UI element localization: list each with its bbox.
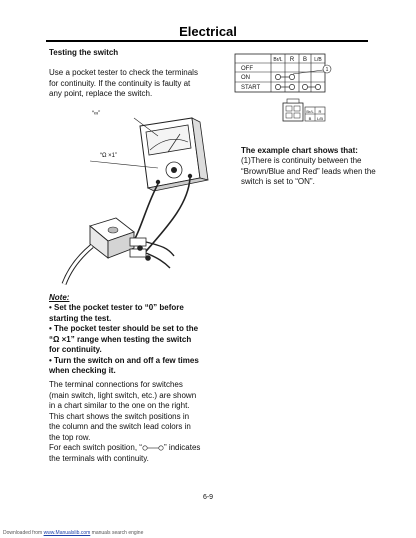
- pocket-tester-icon: [140, 118, 208, 191]
- continuity-symbol-icon: [142, 445, 164, 451]
- testing-line: Use a pocket tester to check the terminals: [49, 68, 198, 77]
- body-line: (main switch, light switch, etc.) are shown: [49, 390, 197, 400]
- chart-column-header: R: [289, 57, 295, 63]
- example-paragraph: [241, 156, 401, 188]
- testing-line: for continuity. If the continuity is faulty at: [49, 78, 191, 88]
- testing-line: any point, replace the switch.: [49, 89, 153, 98]
- pocket-tester-illustration: [50, 108, 240, 293]
- connector-label: B: [308, 116, 312, 121]
- example-line: switch is set to “ON”.: [241, 177, 315, 186]
- connector-label: Br/L: [306, 109, 314, 114]
- note-line: “Ω ×1” range when testing the switch: [49, 334, 192, 344]
- example-line: (1)There is continuity between the: [241, 156, 362, 165]
- body-paragraph: [49, 380, 239, 464]
- body-line-end: ” indicates: [163, 443, 201, 452]
- switch-icon: [90, 218, 146, 258]
- note-list: [49, 303, 229, 377]
- note-line: • Set the pocket tester to “0” before: [49, 303, 184, 312]
- footer-link[interactable]: www.Manualslib.com: [43, 530, 91, 536]
- body-line: [49, 443, 239, 454]
- note-line: when checking it.: [49, 366, 116, 375]
- body-line-start: For each switch position, “: [49, 443, 142, 452]
- body-line: the terminals with continuity.: [49, 453, 149, 463]
- chart-column-header: Br/L: [273, 57, 283, 63]
- footer: [3, 530, 143, 536]
- connector-icon: [283, 99, 303, 121]
- body-line: The terminal connections for switches: [49, 380, 183, 389]
- note-line: starting the test.: [49, 313, 112, 323]
- continuity-chart: [233, 48, 359, 130]
- example-heading: The example chart shows that:: [241, 146, 358, 155]
- dial-mark-label: “∞”: [92, 111, 101, 117]
- testing-paragraph: [49, 68, 229, 100]
- chart-column-header: B: [302, 57, 308, 63]
- body-line: in a chart similar to the one on the right.: [49, 401, 190, 410]
- chart-row-label: ON: [241, 75, 250, 81]
- note-line: • Turn the switch on and off a few times: [49, 355, 199, 365]
- testing-heading: Testing the switch: [49, 48, 119, 57]
- body-line: the top row.: [49, 432, 91, 442]
- connector-label: R: [318, 109, 322, 114]
- page-number: 6-9: [202, 494, 214, 501]
- chart-row-label: OFF: [241, 66, 253, 72]
- body-line: This chart shows the switch positions in: [49, 411, 190, 421]
- section-title: Electrical: [179, 24, 237, 39]
- connector-label: L/B: [316, 116, 324, 121]
- example-line: “Brown/Blue and Red” leads when the: [241, 166, 376, 176]
- chart-row-label: START: [241, 85, 261, 91]
- body-line: the column and the switch lead colors in: [49, 422, 191, 431]
- note-label: Note:: [49, 293, 70, 302]
- note-line: • The pocket tester should be set to the: [49, 324, 199, 333]
- callout-number: 1: [325, 67, 329, 73]
- note-line: for continuity.: [49, 345, 102, 354]
- range-label: “Ω ×1”: [100, 153, 117, 159]
- footer-prefix: Downloaded from: [3, 530, 44, 536]
- footer-suffix: manuals search engine: [90, 530, 144, 536]
- title-rule: [46, 40, 368, 42]
- chart-column-header: L/B: [314, 57, 322, 63]
